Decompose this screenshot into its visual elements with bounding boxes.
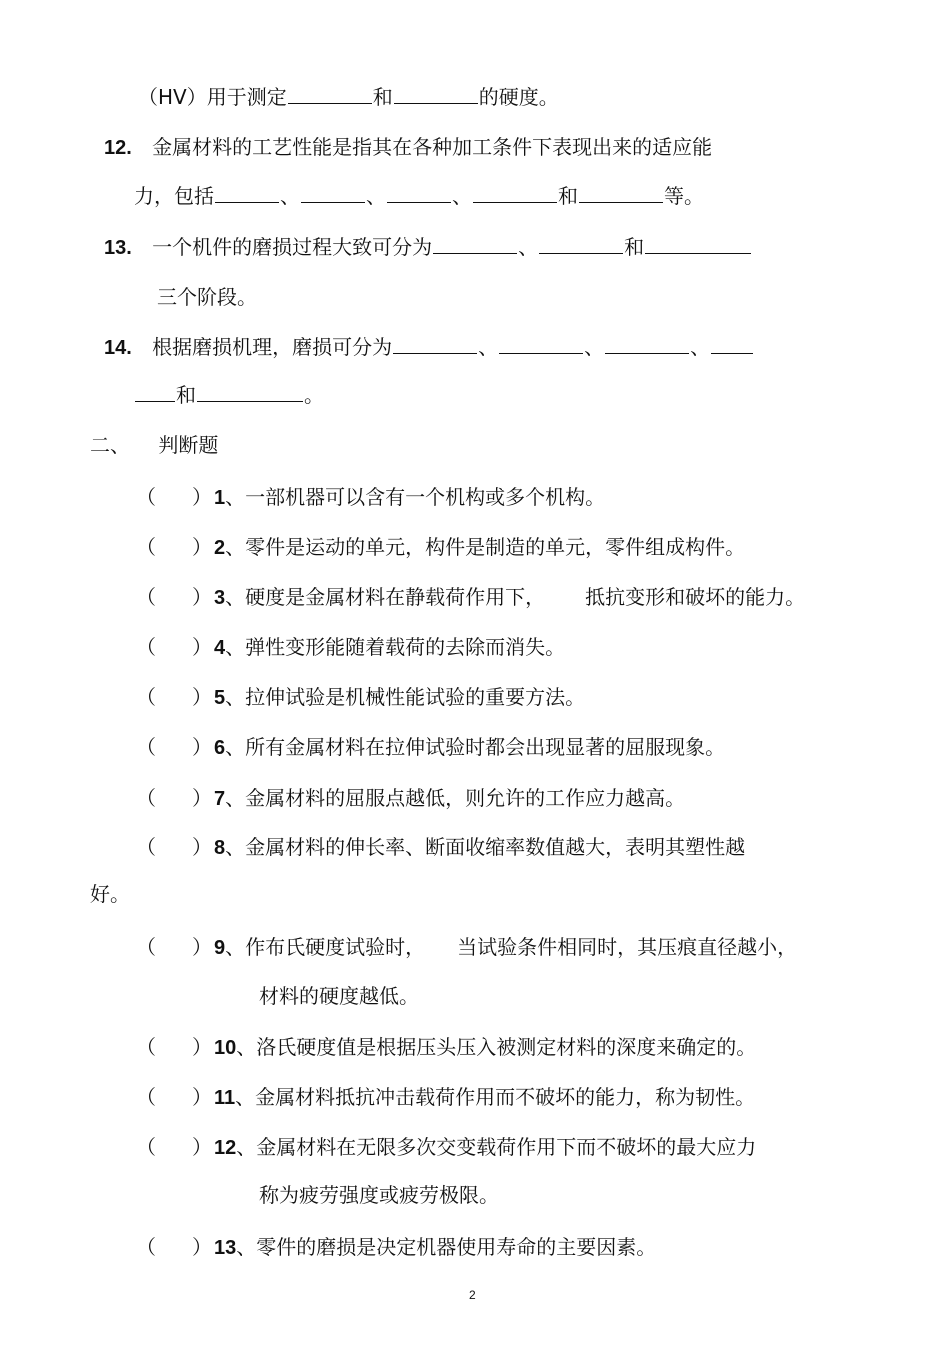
separator: 、 — [225, 485, 246, 509]
answer-paren-close[interactable]: ） — [192, 535, 212, 559]
answer-paren-open[interactable]: （ — [136, 786, 156, 810]
judge-item — [136, 583, 805, 612]
q13-text: 一个机件的磨损过程大致可分为 — [152, 235, 433, 259]
answer-paren-close[interactable]: ） — [192, 1235, 212, 1259]
judge-text: 金属材料的屈服点越低，则允许的工作应力越高。 — [245, 786, 686, 810]
judge-number: 11 — [214, 1087, 236, 1109]
separator: 、 — [225, 635, 246, 659]
blank[interactable] — [539, 233, 623, 254]
judge-item — [136, 483, 605, 512]
judge-text: 金属材料的伸长率、断面收缩率数值越大，表明其塑性越 — [245, 835, 746, 859]
q12-suffix: 等。 — [664, 184, 704, 208]
answer-paren-open[interactable]: （ — [136, 1135, 156, 1159]
q14-line2 — [134, 381, 324, 409]
blank[interactable] — [135, 381, 175, 402]
blank[interactable] — [394, 83, 478, 104]
blank[interactable] — [711, 333, 753, 354]
blank[interactable] — [393, 333, 477, 354]
answer-paren-open[interactable]: （ — [136, 935, 156, 959]
judge-item — [136, 784, 685, 813]
judge-number: 10 — [214, 1037, 237, 1059]
judge-item — [136, 1233, 656, 1262]
q11-tail — [138, 83, 559, 111]
judge-text: 拉伸试验是机械性能试验的重要方法。 — [245, 685, 586, 709]
q13-number: 13. — [104, 237, 132, 259]
q12-number: 12. — [104, 137, 132, 159]
judge-item — [136, 733, 725, 762]
blank[interactable] — [433, 233, 517, 254]
judge-text: 一部机器可以含有一个机构或多个机构。 — [245, 485, 606, 509]
answer-paren-close[interactable]: ） — [192, 585, 212, 609]
blank[interactable] — [215, 182, 279, 203]
page-number: 2 — [469, 1288, 476, 1302]
judge-item — [136, 833, 745, 862]
answer-paren-close[interactable]: ） — [192, 1135, 212, 1159]
answer-paren-close[interactable]: ） — [192, 485, 212, 509]
blank[interactable] — [579, 182, 663, 203]
q12-text: 金属材料的工艺性能是指其在各种加工条件下表现出来的适应能 — [152, 135, 713, 159]
q14-suffix: 。 — [304, 383, 324, 407]
judge-text-continued: 材料的硬度越低。 — [259, 984, 419, 1008]
blank[interactable] — [387, 182, 451, 203]
judge-item — [136, 1133, 756, 1162]
judge-number: 5 — [214, 687, 226, 709]
q12-and: 和 — [558, 184, 578, 208]
judge-text: 零件的磨损是决定机器使用寿命的主要因素。 — [256, 1235, 657, 1259]
separator: 、 — [236, 1035, 257, 1059]
answer-paren-close[interactable]: ） — [192, 1035, 212, 1059]
q12-line1 — [104, 133, 712, 162]
separator: 、 — [235, 1085, 256, 1109]
answer-paren-open[interactable]: （ — [136, 685, 156, 709]
answer-paren-open[interactable]: （ — [136, 585, 156, 609]
judge-number: 2 — [214, 537, 226, 559]
judge-number: 4 — [214, 637, 226, 659]
judge-number: 12 — [214, 1137, 237, 1159]
q12-line2 — [134, 182, 704, 210]
answer-paren-close[interactable]: ） — [192, 935, 212, 959]
answer-paren-open[interactable]: （ — [136, 735, 156, 759]
q14-and: 和 — [176, 383, 196, 407]
blank[interactable] — [499, 333, 583, 354]
separator: 、 — [280, 184, 300, 208]
judge-number: 9 — [214, 937, 226, 959]
separator: 、 — [225, 786, 246, 810]
judge-number: 1 — [214, 487, 226, 509]
section-heading — [90, 431, 218, 459]
separator: 、 — [236, 1135, 257, 1159]
judge-item — [136, 1083, 755, 1112]
separator: 、 — [225, 585, 246, 609]
q11-prefix: （HV）用于测定 — [138, 85, 287, 109]
separator: 、 — [366, 184, 386, 208]
answer-paren-open[interactable]: （ — [136, 1235, 156, 1259]
q14-text: 根据磨损机理，磨损可分为 — [152, 335, 393, 359]
answer-paren-close[interactable]: ） — [192, 685, 212, 709]
separator: 、 — [225, 735, 246, 759]
separator: 、 — [225, 535, 246, 559]
judge-number: 13 — [214, 1237, 237, 1259]
separator: 、 — [478, 335, 499, 359]
judge-number: 8 — [214, 837, 226, 859]
q13-and: 和 — [624, 235, 645, 259]
blank[interactable] — [473, 182, 557, 203]
q14-number: 14. — [104, 337, 132, 359]
judge-item — [136, 933, 797, 962]
judge-text: 零件是运动的单元，构件是制造的单元，零件组成构件。 — [245, 535, 746, 559]
judge-text: 弹性变形能随着载荷的去除而消失。 — [245, 635, 566, 659]
judge-text-b: 抵抗变形和破坏的能力。 — [585, 585, 806, 609]
section-title: 判断题 — [158, 433, 219, 457]
answer-paren-open[interactable]: （ — [136, 635, 156, 659]
blank[interactable] — [645, 233, 751, 254]
judge-item — [136, 633, 565, 662]
answer-paren-close[interactable]: ） — [192, 835, 212, 859]
q12-prefix: 力，包括 — [134, 184, 214, 208]
answer-paren-close[interactable]: ） — [192, 635, 212, 659]
judge-text: 洛氏硬度值是根据压头压入被测定材料的深度来确定的。 — [256, 1035, 757, 1059]
separator: 、 — [236, 1235, 257, 1259]
separator: 、 — [690, 335, 711, 359]
answer-paren-open[interactable]: （ — [136, 1035, 156, 1059]
judge-item — [136, 533, 745, 562]
separator: 、 — [518, 235, 539, 259]
answer-paren-close[interactable]: ） — [192, 1085, 212, 1109]
judge-text-continued: 好。 — [90, 882, 130, 906]
answer-paren-close[interactable]: ） — [192, 786, 212, 810]
judge-text: 金属材料在无限多次交变载荷作用下而不破坏的最大应力 — [256, 1135, 757, 1159]
judge-text: 所有金属材料在拉伸试验时都会出现显著的屈服现象。 — [245, 735, 726, 759]
separator: 、 — [225, 685, 246, 709]
judge-text-b: 当试验条件相同时，其压痕直径越小， — [457, 935, 798, 959]
answer-paren-close[interactable]: ） — [192, 735, 212, 759]
blank[interactable] — [197, 381, 303, 402]
separator: 、 — [225, 835, 246, 859]
answer-paren-open[interactable]: （ — [136, 1085, 156, 1109]
q13-text-2: 三个阶段。 — [157, 285, 257, 309]
judge-text-continued: 称为疲劳强度或疲劳极限。 — [259, 1183, 499, 1207]
blank[interactable] — [288, 83, 372, 104]
judge-text: 硬度是金属材料在静载荷作用下， — [245, 585, 546, 609]
judge-number: 6 — [214, 737, 226, 759]
separator: 、 — [225, 935, 246, 959]
blank[interactable] — [301, 182, 365, 203]
separator: 、 — [452, 184, 472, 208]
judge-number: 7 — [214, 788, 226, 810]
answer-paren-open[interactable]: （ — [136, 485, 156, 509]
answer-paren-open[interactable]: （ — [136, 535, 156, 559]
answer-paren-open[interactable]: （ — [136, 835, 156, 859]
judge-number: 3 — [214, 587, 226, 609]
q13-line1 — [104, 233, 752, 262]
q14-line1 — [104, 333, 754, 362]
separator: 、 — [584, 335, 605, 359]
q13-line2 — [157, 283, 257, 311]
section-number: 二、 — [90, 433, 130, 457]
q11-suffix: 的硬度。 — [478, 85, 559, 109]
judge-text: 金属材料抵抗冲击载荷作用而不破坏的能力，称为韧性。 — [255, 1085, 756, 1109]
blank[interactable] — [605, 333, 689, 354]
q11-and: 和 — [372, 85, 393, 109]
judge-text: 作布氏硬度试验时， — [245, 935, 426, 959]
judge-item — [136, 1033, 756, 1062]
judge-item — [136, 683, 585, 712]
